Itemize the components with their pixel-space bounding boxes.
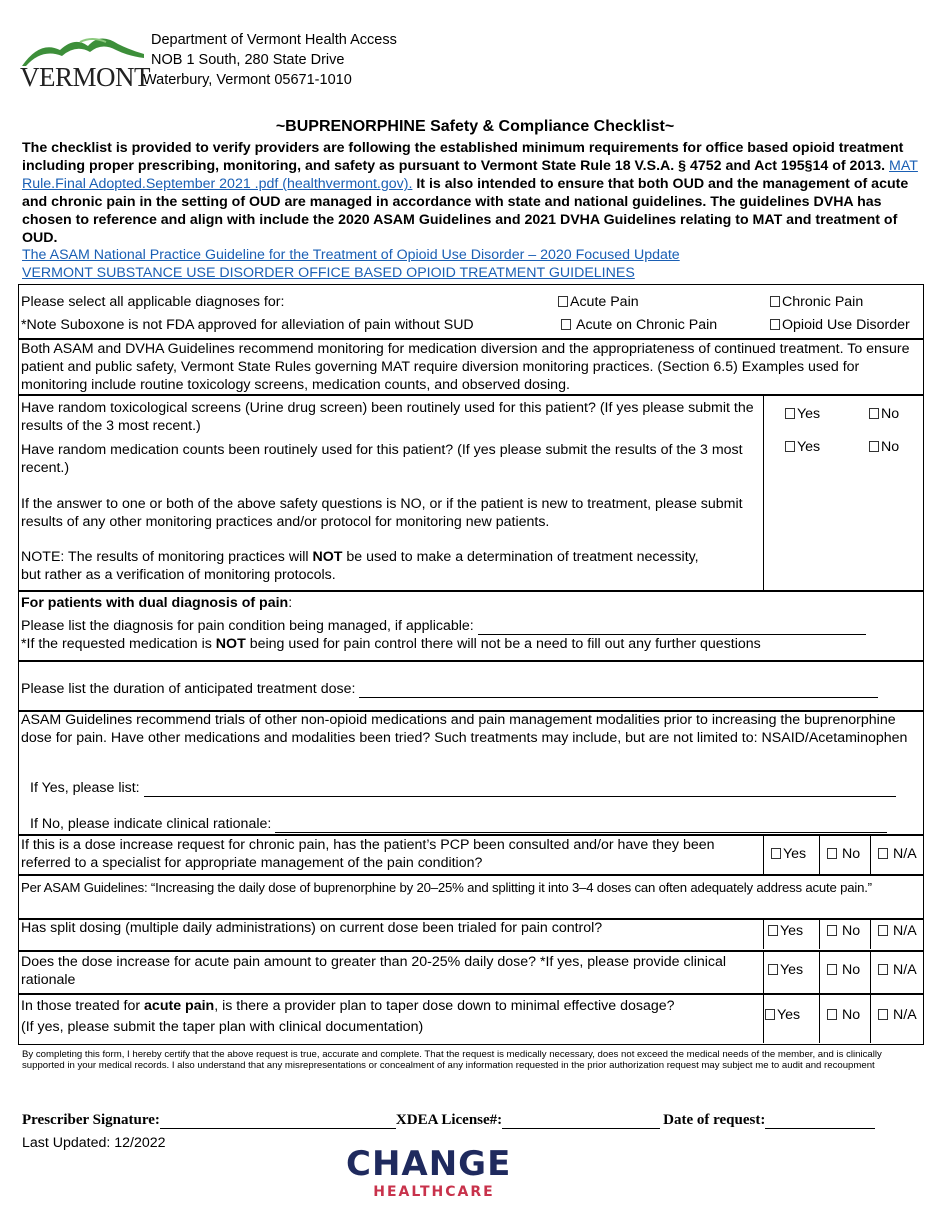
checkbox-label: Chronic Pain <box>782 294 864 310</box>
chronic-pain-checkbox[interactable] <box>770 293 863 311</box>
checkbox-label: N/A <box>893 923 917 939</box>
checkbox-label: No <box>842 962 861 978</box>
signature-row <box>22 1112 922 1129</box>
checkbox-label: Yes <box>797 406 821 422</box>
checkbox-icon <box>785 408 795 419</box>
vermont-logo <box>20 28 150 94</box>
divider <box>819 993 820 1043</box>
checkbox-icon <box>869 408 879 419</box>
checkbox-icon <box>878 1009 888 1020</box>
checkbox-label: Acute on Chronic Pain <box>576 317 718 333</box>
checkbox-icon <box>771 848 781 859</box>
divider <box>763 834 764 874</box>
checkbox-icon <box>878 964 888 975</box>
checkbox-label: Acute Pain <box>570 294 639 310</box>
taper-emphasis: acute pain <box>144 998 215 1014</box>
page-title: ~BUPRENORPHINE Safety & Compliance Checklist~ <box>275 118 675 135</box>
last-updated: Last Updated: 12/2022 <box>22 1135 166 1151</box>
pcp-no-checkbox[interactable] <box>827 845 860 863</box>
checkbox-icon <box>878 925 888 936</box>
pain-diagnosis-input[interactable] <box>478 619 866 635</box>
checkbox-label: No <box>881 406 900 422</box>
checkbox-icon <box>770 296 780 307</box>
address-line: Waterbury, Vermont 05671-1010 <box>143 72 352 88</box>
dual-note-text: *If the requested medication is <box>21 636 216 652</box>
med-count-question: Have random medication counts been routinely used for this patient? (If yes please submit the results of the 3 most recent.) <box>21 442 743 476</box>
checkbox-icon <box>827 925 837 936</box>
checkbox-icon <box>827 1009 837 1020</box>
dose-yes-checkbox[interactable] <box>768 961 803 979</box>
trials-yes-input[interactable] <box>144 781 896 797</box>
divider <box>763 394 764 591</box>
signature-input[interactable] <box>160 1114 396 1129</box>
intro-text-2: It is also intended to ensure that both OUD and the management of acute and chronic pain in the setting of OUD are managed in accordance with state and national guidelines. The guidelines DVHA has chosen to reference and align with include the 2020 ASAM Guidelines and 2021 DVHA Guidelines relating to MAT and treatment of OUD. <box>22 176 909 246</box>
tox-screen-question: Have random toxicological screens (Urine drug screen) been routinely used for this patient? (If yes please submit the results of the 3 most recent.) <box>21 400 754 434</box>
divider <box>870 834 871 874</box>
checkbox-label: No <box>842 923 861 939</box>
checkbox-icon <box>827 848 837 859</box>
divider <box>763 951 764 993</box>
dual-note <box>21 635 911 653</box>
checkbox-icon <box>765 1009 775 1020</box>
signature-label: Prescriber Signature: <box>22 1112 160 1128</box>
checkbox-label: N/A <box>893 962 917 978</box>
trials-text: ASAM Guidelines recommend trials of other non-opioid medications and pain management modalities prior to increasing the buprenorphine dose for pain. Have other medications and modalities been tried? Such treatments may include, but are not limited to: NSAID/Acetaminophen <box>21 712 908 746</box>
trials-no-input[interactable] <box>275 817 887 833</box>
trials-no-label: If No, please indicate clinical rationale: <box>30 816 272 832</box>
trials-yes-row <box>30 779 910 797</box>
brand-top: CHANGE <box>346 1144 512 1184</box>
acute-on-chronic-checkbox[interactable] <box>561 316 717 334</box>
divider <box>819 834 820 874</box>
divider <box>870 919 871 949</box>
certification-text: By completing this form, I hereby certify that the above request is true, accurate and complete. That the request is medically necessary, does not exceed the medical needs of the member, and is clinically supported in your medical records. I also understand that any misrepresentations or concealment of any information requested in the prior authorization request may subject me to audit and recoupment <box>22 1049 882 1071</box>
checkbox-icon <box>558 296 568 307</box>
divider <box>819 951 820 993</box>
taper-yes-checkbox[interactable] <box>765 1006 800 1024</box>
change-healthcare-logo <box>346 1146 522 1206</box>
checkbox-icon <box>827 964 837 975</box>
dose-increase-question: Does the dose increase for acute pain amount to greater than 20-25% daily dose? *If yes, please provide clinical rationale <box>21 954 727 988</box>
checkbox-label: Yes <box>780 962 804 978</box>
pcp-na-checkbox[interactable] <box>878 845 917 863</box>
asam-quote: Per ASAM Guidelines: “Increasing the daily dose of buprenorphine by 20–25% and splitting it into 3–4 doses can often adequately address acute pain.” <box>21 880 872 895</box>
intro-text: The checklist is provided to verify providers are following the established minimum requirements for office based opioid treatment including proper prescribing, monitoring, and safety as pursuant to Vermont State Rule 18 V.S.A. § 4752 and Act 195§14 of 2013. <box>22 140 904 174</box>
count-yes-checkbox[interactable] <box>785 438 820 456</box>
pain-diagnosis-label: Please list the diagnosis for pain condition being managed, if applicable: <box>21 618 474 634</box>
checkbox-icon <box>768 925 778 936</box>
checkbox-label: No <box>842 846 861 862</box>
dual-note-text-2: being used for pain control there will not be a need to fill out any further questions <box>245 636 761 652</box>
diagnoses-note: *Note Suboxone is not FDA approved for alleviation of pain without SUD <box>21 317 474 333</box>
monitoring-intro-text: Both ASAM and DVHA Guidelines recommend monitoring for medication diversion and the appropriateness of continued treatment. To ensure patient and public safety, Vermont State Rules governing MAT require diversion monitoring practices. (Section 6.5) Examples used for monitoring include routine toxicology screens, medication counts, and observed dosing. <box>21 341 910 393</box>
dose-na-checkbox[interactable] <box>878 961 917 979</box>
taper-question <box>21 997 761 1015</box>
taper-text-2: , is there a provider plan to taper dose down to minimal effective dosage? <box>214 998 675 1014</box>
monitoring-note <box>21 548 721 584</box>
license-label: XDEA License#: <box>395 1112 503 1128</box>
divider <box>870 951 871 993</box>
date-label: Date of request: <box>663 1112 766 1128</box>
checkbox-icon <box>869 441 879 452</box>
checkbox-label: Yes <box>797 439 821 455</box>
divider <box>763 993 764 1043</box>
note-text-2: be used to make a determination of treatment necessity, but rather as a verification of monitoring protocols. <box>21 549 699 583</box>
checkbox-label: Opioid Use Disorder <box>782 317 910 333</box>
count-no-checkbox[interactable] <box>869 438 899 456</box>
checkbox-icon <box>770 319 780 330</box>
checkbox-icon <box>785 441 795 452</box>
checkbox-label: Yes <box>777 1007 801 1023</box>
checkbox-label: Yes <box>783 846 807 862</box>
taper-no-checkbox[interactable] <box>827 1006 860 1024</box>
checkbox-icon <box>561 319 571 330</box>
checkbox-label: N/A <box>893 846 917 862</box>
agency-address <box>143 30 397 90</box>
checkbox-label: No <box>881 439 900 455</box>
address-line: Department of Vermont Health Access <box>151 32 397 48</box>
duration-row <box>21 680 911 698</box>
intro-paragraph <box>22 139 934 247</box>
divider <box>763 919 764 949</box>
taper-na-checkbox[interactable] <box>878 1006 917 1024</box>
asam-guideline-link[interactable]: The ASAM National Practice Guideline for the Treatment of Opioid Use Disorder – 2020 Focused Update <box>22 247 680 263</box>
checkbox-label: No <box>842 1007 861 1023</box>
split-yes-checkbox[interactable] <box>768 922 803 940</box>
pain-diagnosis-row <box>21 617 911 635</box>
taper-text: In those treated for <box>21 998 145 1014</box>
mat-rule-link[interactable]: MAT Rule.Final Adopted.September 2021 .pdf (healthvermont.gov). <box>22 158 918 192</box>
dual-heading-text: For patients with dual diagnosis of pain <box>21 595 289 611</box>
logo-text: VERMONT <box>20 62 150 92</box>
split-no-checkbox[interactable] <box>827 922 860 940</box>
duration-label: Please list the duration of anticipated treatment dose: <box>21 681 356 697</box>
dual-heading-colon: : <box>288 595 293 611</box>
other-monitoring-text: If the answer to one or both of the above safety questions is NO, or if the patient is new to treatment, please submit results of any other monitoring practices and/or protocol for monitoring new patients. <box>21 496 743 530</box>
note-text: NOTE: The results of monitoring practices will <box>21 549 313 565</box>
trials-no-row <box>30 815 920 833</box>
pcp-question: If this is a dose increase request for chronic pain, has the patient’s PCP been consulted and/or have they been referred to a specialist for appropriate management of the pain condition? <box>21 837 715 871</box>
split-na-checkbox[interactable] <box>878 922 917 940</box>
trials-yes-label: If Yes, please list: <box>30 780 140 796</box>
vermont-guidelines-link[interactable]: VERMONT SUBSTANCE USE DISORDER OFFICE BASED OPIOID TREATMENT GUIDELINES <box>22 265 635 281</box>
checkbox-label: N/A <box>893 1007 917 1023</box>
license-input[interactable] <box>502 1114 660 1129</box>
address-line: NOB 1 South, 280 State Drive <box>151 52 345 68</box>
pcp-yes-checkbox[interactable] <box>771 845 806 863</box>
dual-heading <box>21 594 292 612</box>
checkbox-icon <box>878 848 888 859</box>
note-emphasis: NOT <box>312 549 343 565</box>
oud-checkbox[interactable] <box>770 316 910 334</box>
dose-no-checkbox[interactable] <box>827 961 860 979</box>
checkbox-label: Yes <box>780 923 804 939</box>
date-input[interactable] <box>765 1114 875 1129</box>
dual-note-emphasis: NOT <box>215 636 246 652</box>
duration-input[interactable] <box>359 682 878 698</box>
checkbox-icon <box>768 964 778 975</box>
brand-bottom: HEALTHCARE <box>373 1184 495 1200</box>
tox-yes-checkbox[interactable] <box>785 405 820 423</box>
diagnoses-prompt: Please select all applicable diagnoses for: <box>21 294 285 310</box>
taper-subtext: (If yes, please submit the taper plan with clinical documentation) <box>21 1019 424 1035</box>
divider <box>819 919 820 949</box>
split-dosing-question: Has split dosing (multiple daily administrations) on current dose been trialed for pain control? <box>21 920 603 936</box>
divider <box>870 993 871 1043</box>
tox-no-checkbox[interactable] <box>869 405 899 423</box>
acute-pain-checkbox[interactable] <box>558 293 639 311</box>
